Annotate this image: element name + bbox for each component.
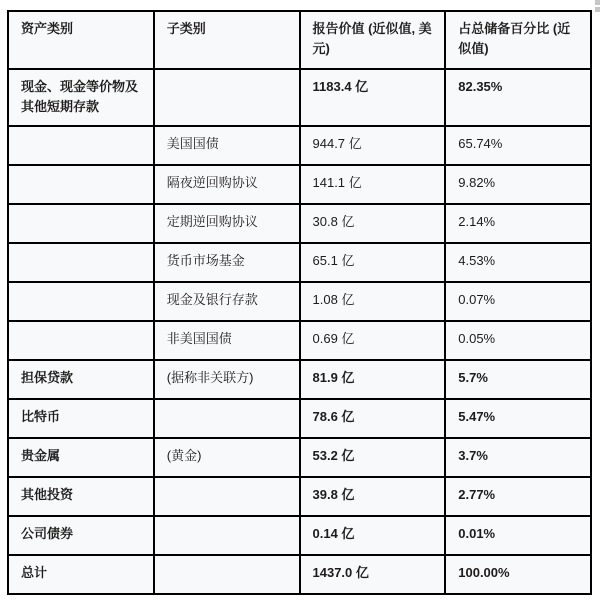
cell-subcategory: 美国国债	[154, 126, 300, 165]
cell-subcategory: (据称非关联方)	[154, 360, 300, 399]
table-row	[8, 282, 591, 321]
cell-subcategory	[154, 69, 300, 126]
table-row	[8, 477, 591, 516]
cell-value: 1437.0 亿	[300, 555, 446, 594]
cell-percent: 2.77%	[445, 477, 591, 516]
cell-subcategory	[154, 477, 300, 516]
table-row	[8, 126, 591, 165]
table-row	[8, 516, 591, 555]
table-row	[8, 165, 591, 204]
table-row	[8, 438, 591, 477]
cell-category	[8, 126, 154, 165]
cell-percent: 9.82%	[445, 165, 591, 204]
cell-value: 0.69 亿	[300, 321, 446, 360]
cell-percent: 3.7%	[445, 438, 591, 477]
cell-percent: 100.00%	[445, 555, 591, 594]
table-row	[8, 204, 591, 243]
cell-value: 944.7 亿	[300, 126, 446, 165]
cell-category	[8, 282, 154, 321]
cell-subcategory: 隔夜逆回购协议	[154, 165, 300, 204]
table-row	[8, 399, 591, 438]
cell-percent: 5.7%	[445, 360, 591, 399]
table-row	[8, 555, 591, 594]
cell-value: 1.08 亿	[300, 282, 446, 321]
table-header	[8, 11, 591, 69]
cell-value: 0.14 亿	[300, 516, 446, 555]
cell-category	[8, 165, 154, 204]
header-row	[8, 11, 591, 69]
cell-subcategory: 非美国国债	[154, 321, 300, 360]
cell-value: 1183.4 亿	[300, 69, 446, 126]
cell-subcategory: 现金及银行存款	[154, 282, 300, 321]
cell-percent: 5.47%	[445, 399, 591, 438]
cell-percent: 82.35%	[445, 69, 591, 126]
cell-category: 现金、现金等价物及其他短期存款	[8, 69, 154, 126]
scrollbar-segment	[595, 7, 600, 12]
cell-subcategory	[154, 555, 300, 594]
cell-category	[8, 243, 154, 282]
cell-percent: 0.07%	[445, 282, 591, 321]
column-header-value: 报告价值 (近似值, 美元)	[300, 11, 446, 69]
cell-value: 30.8 亿	[300, 204, 446, 243]
cell-category	[8, 321, 154, 360]
cell-value: 81.9 亿	[300, 360, 446, 399]
asset-table	[7, 10, 592, 595]
cell-value: 53.2 亿	[300, 438, 446, 477]
table-row	[8, 243, 591, 282]
cell-percent: 0.01%	[445, 516, 591, 555]
cell-category	[8, 204, 154, 243]
cell-value: 39.8 亿	[300, 477, 446, 516]
cell-value: 65.1 亿	[300, 243, 446, 282]
table-row	[8, 360, 591, 399]
column-header-subcategory: 子类别	[154, 11, 300, 69]
table-row	[8, 321, 591, 360]
cell-percent: 0.05%	[445, 321, 591, 360]
cell-subcategory: 定期逆回购协议	[154, 204, 300, 243]
cell-percent: 65.74%	[445, 126, 591, 165]
cell-category: 担保贷款	[8, 360, 154, 399]
cell-category: 公司债券	[8, 516, 154, 555]
cell-category: 其他投资	[8, 477, 154, 516]
cell-category: 总计	[8, 555, 154, 594]
cell-percent: 4.53%	[445, 243, 591, 282]
cell-value: 141.1 亿	[300, 165, 446, 204]
cell-subcategory: 货币市场基金	[154, 243, 300, 282]
scrollbar-thumb[interactable]	[595, 0, 600, 16]
table-body	[8, 69, 591, 594]
cell-subcategory	[154, 516, 300, 555]
cell-percent: 2.14%	[445, 204, 591, 243]
cell-value: 78.6 亿	[300, 399, 446, 438]
cell-subcategory	[154, 399, 300, 438]
cell-subcategory: (黄金)	[154, 438, 300, 477]
cell-category: 贵金属	[8, 438, 154, 477]
column-header-category: 资产类别	[8, 11, 154, 69]
scrollbar-segment	[595, 0, 600, 5]
table-row	[8, 69, 591, 126]
cell-category: 比特币	[8, 399, 154, 438]
column-header-percent: 占总储备百分比 (近似值)	[445, 11, 591, 69]
